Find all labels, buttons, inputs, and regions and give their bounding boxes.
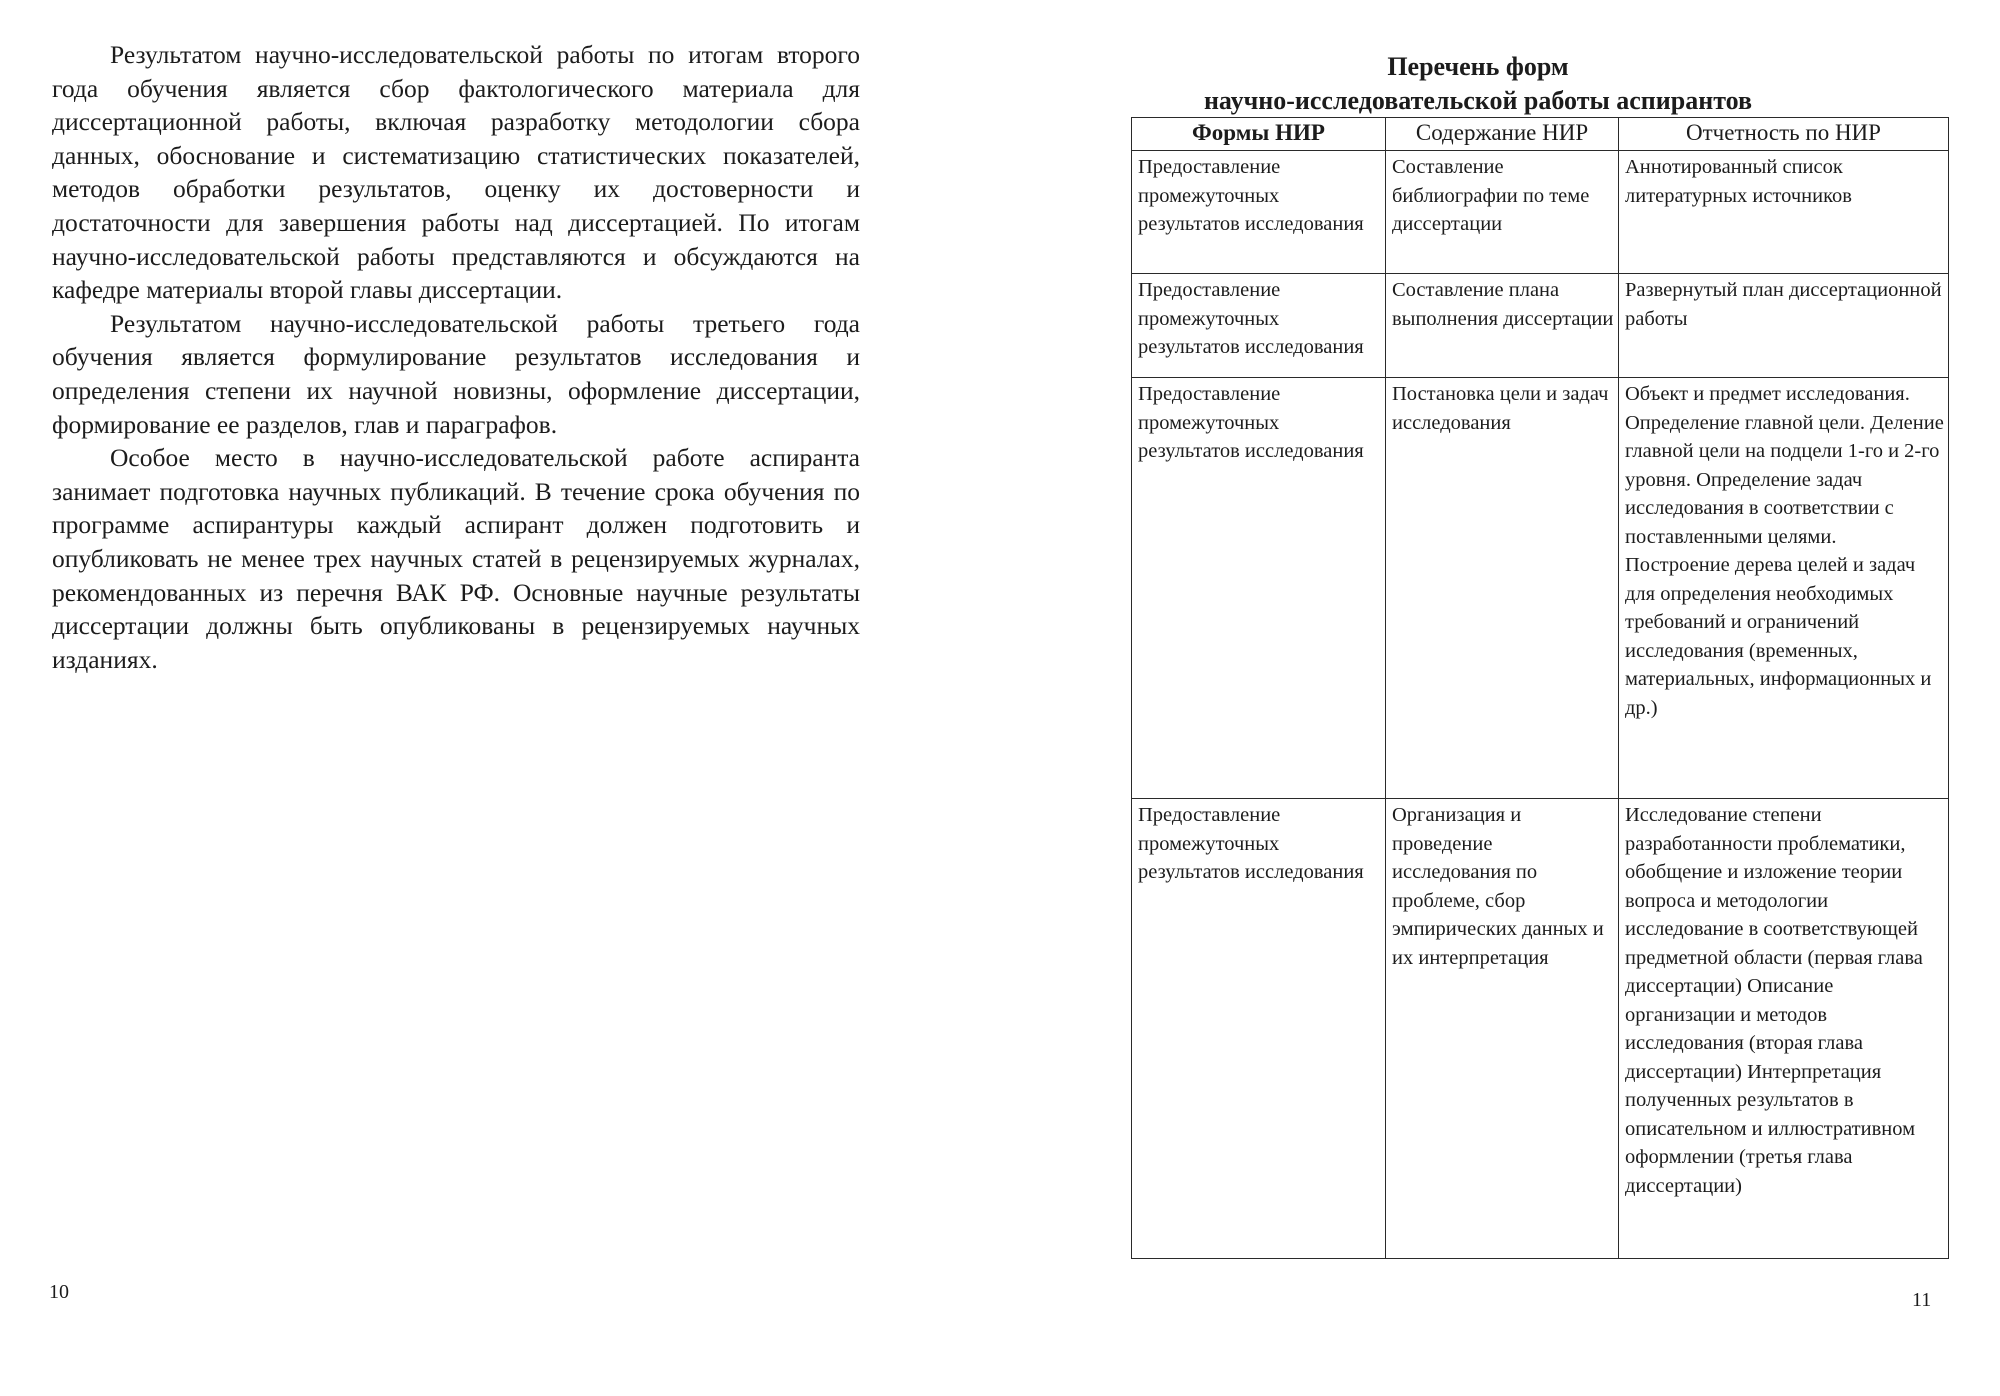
- table-row: [1132, 274, 1949, 378]
- page-number-left: 10: [49, 1281, 69, 1303]
- cell-content: Составление плана выполнения диссертации: [1386, 274, 1619, 378]
- cell-reporting: Объект и предмет исследования. Определение главной цели. Деление главной цели на подцели 1-го и 2-го уровня. Определение задач исследования в соответствии с поставленными целями. Построение дерева целей и задач для определения необходимых требований и ограничений исследования (временных, материальных, информационных и др.): [1619, 378, 1949, 799]
- cell-reporting: Развернутый план диссертационной работы: [1619, 274, 1949, 378]
- page-number-right: 11: [1912, 1289, 1932, 1311]
- nir-forms-table: [1131, 117, 1949, 1259]
- header-forms: Формы НИР: [1132, 118, 1386, 151]
- header-content: Содержание НИР: [1386, 118, 1619, 151]
- body-text: [52, 38, 860, 676]
- cell-content: Составление библиографии по теме диссертации: [1386, 151, 1619, 274]
- header-reporting: Отчетность по НИР: [1619, 118, 1949, 151]
- table-title: [1128, 50, 1828, 118]
- cell-reporting: Аннотированный список литературных источников: [1619, 151, 1949, 274]
- cell-content: Организация и проведение исследования по проблеме, сбор эмпирических данных и их интерпретация: [1386, 799, 1619, 1259]
- table-header-row: [1132, 118, 1949, 151]
- title-line-2: научно-исследовательской работы аспирантов: [1203, 86, 1753, 115]
- cell-form: Предоставление промежуточных результатов исследования: [1132, 799, 1386, 1259]
- title-line-1: Перечень форм: [1387, 52, 1569, 81]
- cell-form: Предоставление промежуточных результатов исследования: [1132, 151, 1386, 274]
- cell-form: Предоставление промежуточных результатов исследования: [1132, 274, 1386, 378]
- paragraph-2: Результатом научно-исследовательской работы третьего года обучения является формулирование результатов исследования и определения степени их научной новизны, оформление диссертации, формирование ее разделов, глав и параграфов.: [52, 308, 860, 439]
- paragraph-3: Особое место в научно-исследовательской работе аспиранта занимает подготовка научных публикаций. В течение срока обучения по программе аспирантуры каждый аспирант должен подготовить и опубликовать не менее трех научных статей в рецензируемых журналах, рекомендованных из перечня ВАК РФ. Основные научные результаты диссертации должны быть опубликованы в рецензируемых научных изданиях.: [52, 443, 860, 674]
- cell-reporting: Исследование степени разработанности проблематики, обобщение и изложение теории вопроса и методологии исследование в соответствующей предметной области (первая глава диссертации) Описание организации и методов исследования (вторая глава диссертации) Интерпретация полученных результатов в описательном и иллюстративном оформлении (третья глава диссертации): [1619, 799, 1949, 1259]
- table-row: [1132, 151, 1949, 274]
- table-row: [1132, 799, 1949, 1259]
- table-row: [1132, 378, 1949, 799]
- right-page: [1000, 0, 2000, 1396]
- paragraph-1: Результатом научно-исследовательской работы по итогам второго года обучения является сбор фактологического материала для диссертационной работы, включая разработку методологии сбора данных, обоснование и систематизацию статистических показателей, методов обработки результатов, оценку их достоверности и достаточности для завершения работы над диссертацией. По итогам научно-исследовательской работы представляются и обсуждаются на кафедре материалы второй главы диссертации.: [52, 40, 860, 305]
- cell-content: Постановка цели и задач исследования: [1386, 378, 1619, 799]
- cell-form: Предоставление промежуточных результатов исследования: [1132, 378, 1386, 799]
